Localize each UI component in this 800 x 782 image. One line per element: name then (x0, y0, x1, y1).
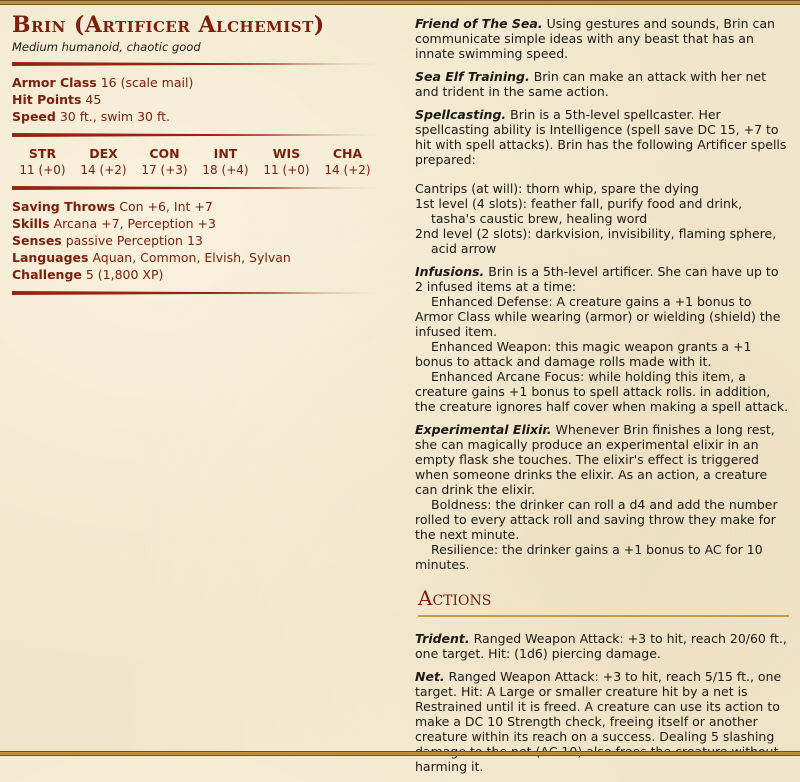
senses: Senses passive Perception 13 (12, 233, 203, 248)
detail-stats (12, 198, 386, 283)
ability-wis: WIS 11 (+0) (263, 146, 310, 177)
ability-cha: CHA 14 (+2) (324, 146, 371, 177)
spell-line: 1st level (4 slots): feather fall, purify food and drink, tasha's caustic brew, healing word (415, 196, 743, 226)
infusion-item: Enhanced Weapon: this magic weapon grants a +1 bonus to attack and damage rolls made with it. (415, 339, 752, 369)
creature-type: Medium humanoid, chaotic good (12, 40, 201, 54)
tapered-rule (12, 186, 386, 190)
tapered-rule (12, 62, 386, 66)
page-border-top (0, 0, 800, 5)
saving-throws: Saving Throws Con +6, Int +7 (12, 199, 213, 214)
ability-int: INT 18 (+4) (202, 146, 249, 177)
infusion-item: Enhanced Defense: A creature gains a +1 bonus to Armor Class while wearing (armor) or wielding (shield) the infused item. (415, 294, 781, 339)
tapered-rule (12, 291, 386, 295)
ability-scores (12, 145, 386, 178)
action-net: Net. Ranged Weapon Attack: +3 to hit, reach 5/15 ft., one target. Hit: A Large or smaller creature hit by a net is Restrained until it is freed. A creature can use its action to make a DC 10 Strength check, freeing itself or another creature within its reach on a success. Dealing 5 slashing harming it. (415, 669, 782, 774)
ability-str: STR 11 (+0) (19, 146, 66, 177)
statblock-right-column (415, 16, 789, 782)
trait-spellcasting: Spellcasting. Brin is a 5th-level spellcaster. Her spellcasting ability is Intelligence (spell save DC 15, +7 to hit with spell attacks). Brin has the following Artificer spells prepared: (415, 107, 787, 167)
languages: Languages Aquan, Common, Elvish, Sylvan (12, 250, 291, 265)
actions-heading: Actions (418, 586, 789, 617)
action-trident: Trident. Ranged Weapon Attack: +3 to hit, reach 20/60 ft., one target. Hit: (1d6) piercing damage. (415, 631, 787, 661)
hit-points: Hit Points 45 (12, 92, 102, 107)
elixir-item: Resilience: the drinker gains a +1 bonus to AC for 10 minutes. (415, 542, 763, 572)
core-stats (12, 74, 386, 125)
statblock-left-column (12, 12, 386, 303)
elixir-item: Boldness: the drinker can roll a d4 and add the number rolled to every attack roll and saving throw they make for the next minute. (415, 497, 778, 542)
spell-line: 2nd level (2 slots): darkvision, invisibility, flaming sphere, acid arrow (415, 226, 777, 256)
skills: Skills Arcana +7, Perception +3 (12, 216, 216, 231)
spell-line: Cantrips (at will): thorn whip, spare the dying (415, 181, 699, 196)
trait-infusions: Infusions. Brin is a 5th-level artificer. She can have up to 2 infused items at a time: Enhanced Defense: A creature gains a +1 bonus to Armor Class while wearing (armor) or wielding (shield) the infused item. Enhanced Weapon: this magic weapon grants a +1 bonus to attack and damage rolls made with it. Enhanced Arcane Focus: while holding this item, a creature gains +1 bonus to spell attack rolls. in addition, the creature ignores half cover when making a spell attack. (415, 264, 789, 414)
page-border-bottom (0, 751, 800, 756)
creature-name: Brin (Artificer Alchemist) (12, 12, 325, 38)
trait-experimental-elixir: Experimental Elixir. Whenever Brin finishes a long rest, she can magically produce an experimental elixir in an empty flask she touches. The elixir's effect is triggered when someone drinks the elixir. As an action, a creature can drink the elixir. Boldness: the drinker can roll a d4 and add the number rolled to every attack roll and saving throw they make for the next minute. Resilience: the drinker gains a +1 bonus to AC for 10 minutes. (415, 422, 789, 572)
spell-list (415, 181, 789, 256)
speed: Speed 30 ft., swim 30 ft. (12, 109, 171, 124)
trait-friend-of-the-sea: Friend of The Sea. Using gestures and sounds, Brin can communicate simple ideas with any beast that has an innate swimming speed. (415, 16, 775, 61)
trait-sea-elf-training: Sea Elf Training. Brin can make an attack with her net and trident in the same action. (415, 69, 766, 99)
challenge: Challenge 5 (1,800 XP) (12, 267, 164, 282)
armor-class: Armor Class 16 (scale mail) (12, 75, 194, 90)
ability-dex: DEX 14 (+2) (80, 146, 127, 177)
infusion-item: Enhanced Arcane Focus: while holding this item, a creature gains +1 bonus to spell attack rolls. in addition, the creature ignores half cover when making a spell attack. (415, 369, 789, 414)
tapered-rule (12, 133, 386, 137)
ability-con: CON 17 (+3) (141, 146, 188, 177)
